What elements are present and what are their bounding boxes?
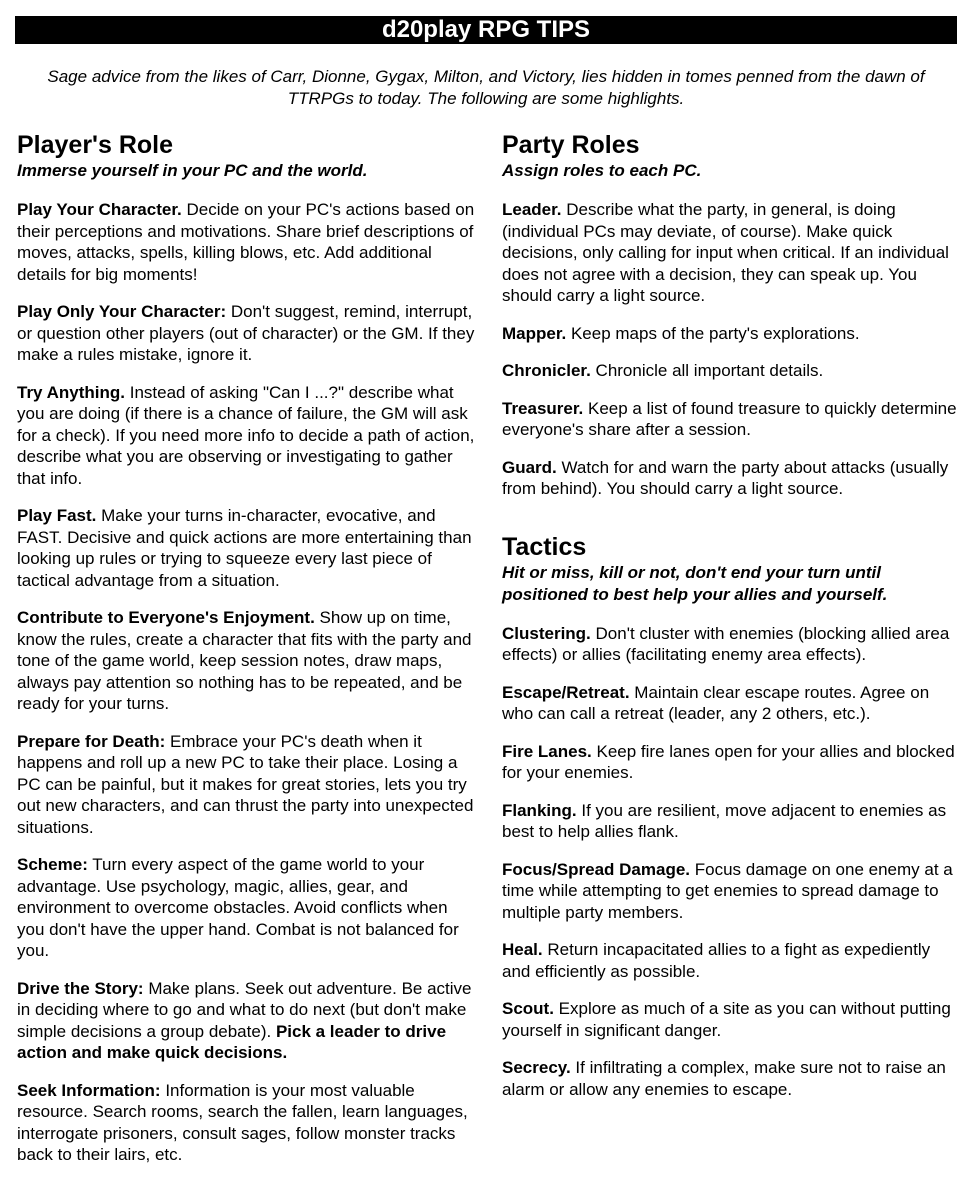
- tip-term: Play Fast.: [17, 506, 97, 525]
- tip-term: Treasurer.: [502, 398, 584, 418]
- tip-text: Keep maps of the party's explorations.: [566, 323, 860, 343]
- tip-text: Chronicle all important details.: [590, 361, 824, 380]
- tip-text: Decide on your PC's actions based on their perceptions and motivations. Share brief descriptions of moves, attacks, spells, killing blows, etc. Add additional details for big moments!: [17, 200, 475, 284]
- section-title-tactics: Tactics: [502, 532, 587, 561]
- tip-scout: [502, 998, 958, 1041]
- tip-text: Return incapacitated allies to a fight as expediently and efficiently as possible.: [502, 940, 931, 981]
- tip-text: Keep fire lanes open for your allies and blocked for your enemies.: [502, 741, 955, 782]
- tip-term: Chronicler.: [502, 361, 591, 380]
- tip-term: Try Anything.: [17, 382, 125, 402]
- tip-term: Drive the Story:: [17, 978, 144, 998]
- tip-text: Watch for and warn the party about attacks (usually from behind). You should carry a light source.: [502, 457, 949, 498]
- tip-focus-spread-damage: [502, 859, 958, 924]
- tip-term: Flanking.: [502, 800, 577, 820]
- tip-term: Leader.: [502, 200, 562, 219]
- tip-text: Turn every aspect of the game world to your advantage. Use psychology, magic, allies, gear, and environment to overcome obstacles. Avoid conflicts when you don't have the upper hand. Combat is not balanced for you.: [17, 855, 459, 960]
- tip-term: Scheme:: [17, 855, 88, 874]
- tip-treasurer: [502, 398, 958, 441]
- tip-text: Embrace your PC's death when it happens and roll up a new PC to take their place. Losing a PC can be painful, but it makes for great stories, lets you try out new characters, and can thrust the party into unexpected situations.: [17, 731, 474, 837]
- tip-text: If you are resilient, move adjacent to enemies as best to help allies flank.: [502, 800, 947, 841]
- tip-heal: [502, 939, 958, 982]
- tip-clustering: [502, 623, 958, 666]
- tip-text: Make your turns in-character, evocative, and FAST. Decisive and quick actions are more entertaining than looking up rules or trying to squeeze every last piece of tactical advantage from a situation.: [17, 506, 472, 590]
- tip-term: Seek Information:: [17, 1080, 161, 1100]
- tip-emphasis: Pick a leader to drive action and make quick decisions.: [17, 1021, 447, 1062]
- tip-chronicler: [502, 360, 958, 382]
- tip-text: Explore as much of a site as you can without putting yourself in significant danger.: [502, 999, 951, 1040]
- tip-secrecy: [502, 1057, 958, 1100]
- tip-text: Keep a list of found treasure to quickly determine everyone's share after a session.: [502, 398, 957, 439]
- tip-term: Fire Lanes.: [502, 741, 592, 761]
- tip-term: Heal.: [502, 940, 543, 959]
- tip-term: Play Only Your Character:: [17, 302, 227, 321]
- tip-contribute: [17, 607, 475, 715]
- tip-scheme: [17, 854, 475, 962]
- tip-text: Focus damage on one enemy at a time while attempting to get enemies to spread damage to multiple party members.: [502, 859, 953, 922]
- section-spacer: [502, 516, 958, 532]
- tip-term: Contribute to Everyone's Enjoyment.: [17, 608, 315, 627]
- tip-text: Show up on time, know the rules, create a character that fits with the party and tone of the game world, keep session notes, draw maps, always pay attention so nothing has to be repeated, and be ready for your turns.: [17, 608, 472, 713]
- tip-term: Escape/Retreat.: [502, 682, 630, 702]
- tip-escape-retreat: [502, 682, 958, 725]
- tip-term: Mapper.: [502, 323, 567, 343]
- tip-text: Information is your most valuable resource. Search rooms, search the fallen, learn languages, interrogate prisoners, consult sages, follow monster tracks back to their lairs, etc.: [17, 1080, 468, 1164]
- tip-text: Don't cluster with enemies (blocking allied area effects) or allies (facilitating enemy area effects).: [502, 623, 950, 664]
- tip-prepare-for-death: [17, 731, 475, 839]
- section-subtitle-tactics: Hit or miss, kill or not, don't end your turn until positioned to best help your allies and yourself.: [502, 562, 888, 604]
- tip-play-only-your-character: [17, 301, 475, 366]
- tip-play-your-character: [17, 199, 475, 285]
- tip-term: Scout.: [502, 999, 554, 1018]
- tip-text: Instead of asking "Can I ...?" describe what you are doing (if there is a chance of failure, the GM will ask for a check). If you need more info to decide a path of action, describe what you are observing or investigating to gather that info.: [17, 382, 475, 488]
- section-title-party-roles: Party Roles: [502, 131, 640, 159]
- tip-term: Play Your Character.: [17, 200, 182, 219]
- tip-flanking: [502, 800, 958, 843]
- tip-term: Clustering.: [502, 623, 591, 643]
- tip-text: Make plans. Seek out adventure. Be active in deciding where to go and what to do next (but don't make simple decisions a group debate).: [17, 978, 472, 1041]
- tip-text: Describe what the party, in general, is doing (individual PCs may deviate, of course). Make quick decisions, only calling for input when critical. If an individual does not agree with a decision, they can speak up. You should carry a light source.: [502, 200, 949, 305]
- tip-term: Prepare for Death:: [17, 731, 166, 751]
- section-subtitle-players-role: Immerse yourself in your PC and the world.: [17, 161, 368, 180]
- tip-term: Secrecy.: [502, 1058, 571, 1077]
- tip-term: Guard.: [502, 457, 557, 477]
- page-title: d20play RPG TIPS: [15, 16, 957, 44]
- tip-guard: [502, 457, 958, 500]
- column-left: [17, 130, 475, 1182]
- section-subtitle-party-roles: Assign roles to each PC.: [502, 161, 702, 180]
- tip-drive-the-story: [17, 978, 475, 1064]
- tip-text: Don't suggest, remind, interrupt, or question other players (out of character) or the GM. If they make a rules mistake, ignore it.: [17, 302, 475, 364]
- tip-leader: [502, 199, 958, 307]
- section-title-players-role: Player's Role: [17, 131, 174, 159]
- tip-try-anything: [17, 382, 475, 490]
- tip-term: Focus/Spread Damage.: [502, 859, 691, 879]
- tip-play-fast: [17, 505, 475, 591]
- intro-text: Sage advice from the likes of Carr, Dionne, Gygax, Milton, and Victory, lies hidden in tomes penned from the dawn of TTRPGs to today. The following are some highlights.: [47, 67, 925, 108]
- tip-mapper: [502, 323, 958, 345]
- tip-text: Maintain clear escape routes. Agree on who can call a retreat (leader, any 2 others, etc.).: [502, 682, 930, 723]
- tip-text: If infiltrating a complex, make sure not to raise an alarm or allow any enemies to escape.: [502, 1058, 946, 1099]
- column-right: [502, 130, 958, 1116]
- tip-seek-information: [17, 1080, 475, 1166]
- tip-fire-lanes: [502, 741, 958, 784]
